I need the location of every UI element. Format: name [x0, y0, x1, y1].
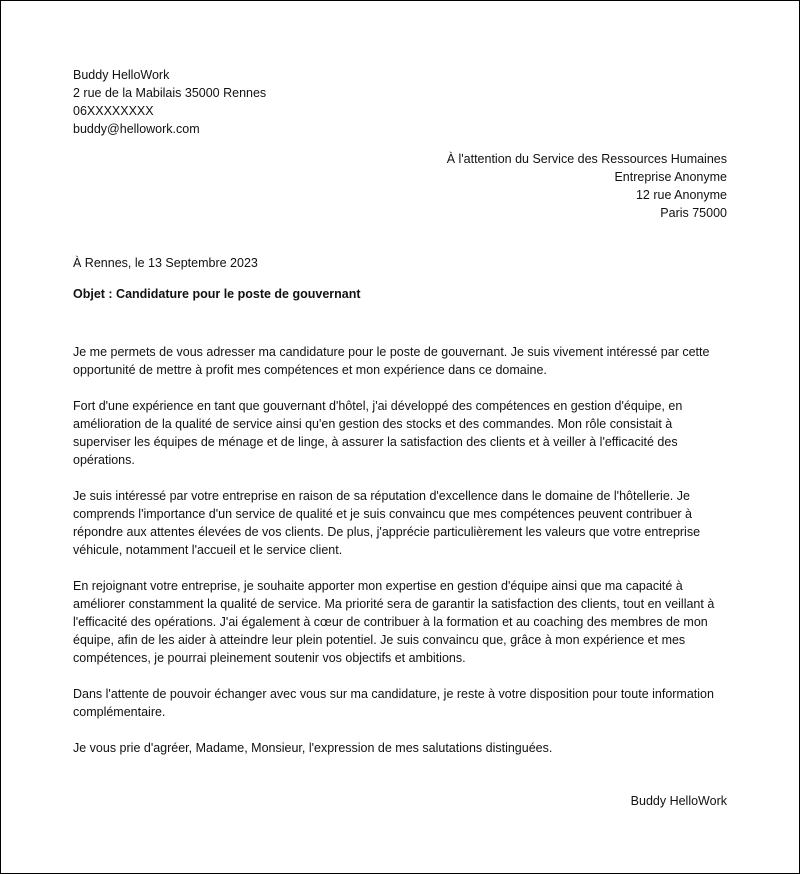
recipient-attention: À l'attention du Service des Ressources Humaines	[446, 152, 727, 166]
body-paragraph: En rejoignant votre entreprise, je souhaite apporter mon expertise en gestion d'équipe ainsi que ma capacité à améliorer constamment la qualité de service. Ma priorité sera de garantir la satisfaction des clients, tout en veillant à l'efficacité des opérations. J'ai également à cœur de contribuer à la formation et au coaching des membres de mon équipe, afin de les aider à atteindre leur plein potentiel. Je suis convaincu que, grâce à mon expérience et mes compétences, je pourrai pleinement soutenir vos objectifs et ambitions.	[73, 579, 715, 665]
recipient-street: 12 rue Anonyme	[635, 188, 727, 202]
subject-line: Objet : Candidature pour le poste de gouvernant	[73, 287, 361, 301]
sender-block	[73, 66, 266, 138]
sender-name: Buddy HelloWork	[73, 68, 170, 82]
body-paragraph: Fort d'une expérience en tant que gouvernant d'hôtel, j'ai développé des compétences en gestion d'équipe, en amélioration de la qualité de service ainsi qu'en gestion des stocks et des commandes. Mon rôle consistait à superviser les équipes de ménage et de linge, à assurer la satisfaction des clients et à veiller à l'efficacité des opérations.	[73, 399, 683, 467]
recipient-company: Entreprise Anonyme	[614, 170, 727, 184]
signature: Buddy HelloWork	[630, 794, 727, 808]
body-paragraph: Je suis intéressé par votre entreprise en raison de sa réputation d'excellence dans le domaine de l'hôtellerie. Je comprends l'importance d'un service de qualité et je suis convaincu que mes compétences peuvent contribuer à répondre aux attentes élevées de vos clients. De plus, j'apprécie particulièrement les valeurs que votre entreprise véhicule, notamment l'accueil et le service client.	[73, 489, 701, 557]
sender-email: buddy@hellowork.com	[73, 122, 200, 136]
date-line: À Rennes, le 13 Septembre 2023	[73, 256, 258, 270]
closing-paragraph: Je vous prie d'agréer, Madame, Monsieur, l'expression de mes salutations distinguées.	[73, 741, 553, 755]
body-paragraph: Dans l'attente de pouvoir échanger avec vous sur ma candidature, je reste à votre disposition pour toute information complémentaire.	[73, 687, 714, 719]
recipient-city: Paris 75000	[660, 206, 727, 220]
recipient-block	[447, 150, 727, 222]
letter-body	[73, 343, 733, 775]
sender-phone: 06XXXXXXXX	[73, 104, 154, 118]
body-paragraph: Je me permets de vous adresser ma candidature pour le poste de gouvernant. Je suis vivement intéressé par cette opportunité de mettre à profit mes compétences et mon expérience dans ce domaine.	[73, 345, 710, 377]
sender-address: 2 rue de la Mabilais 35000 Rennes	[73, 86, 267, 100]
